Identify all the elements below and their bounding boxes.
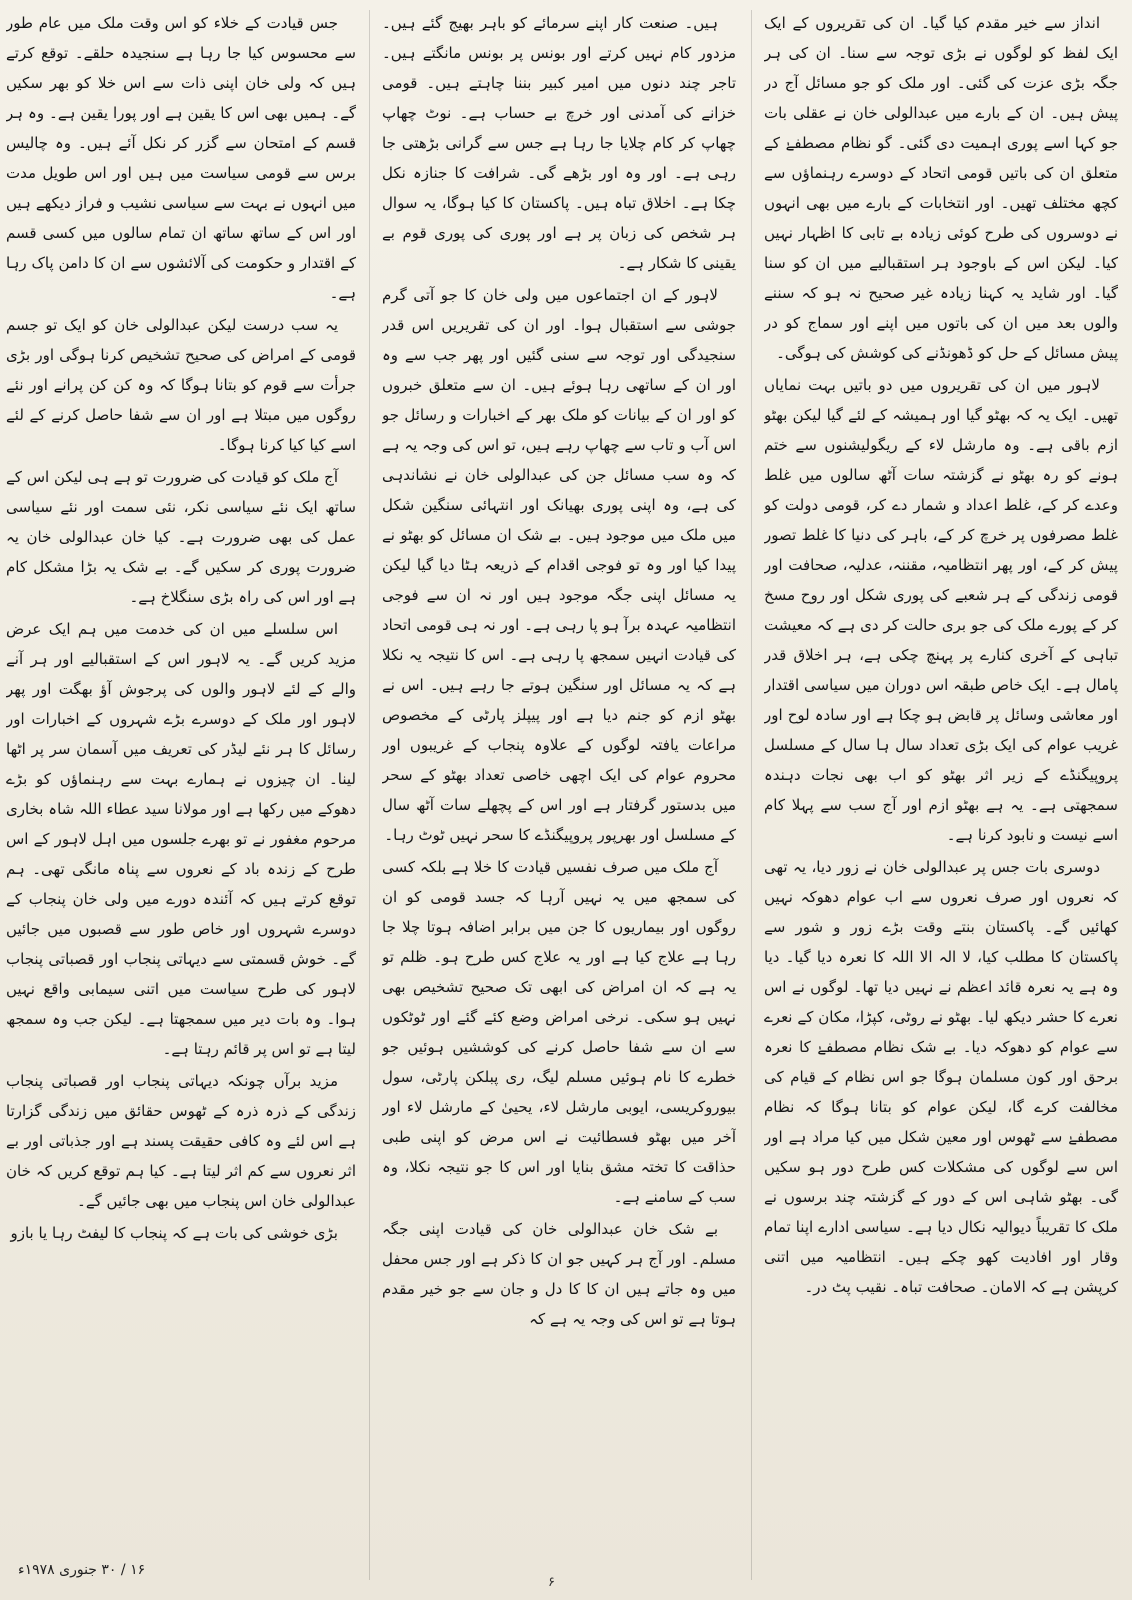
paragraph: لاہور میں ان کی تقریروں میں دو باتیں بہت نمایاں تھیں۔ ایک یہ کہ بھٹو گیا اور ہمیشہ کے لئے گیا لیکن بھٹو ازم باقی ہے۔ وہ مارشل لاء کے ریگولیشنوں سے ختم ہونے کو رہ بھٹو نے گزشتہ سات آٹھ سالوں میں غلط وعدے کر کے، غلط اعداد و شمار دے کر، قومی دولت کو غلط مصرفوں پر خرچ کر کے، باہر کی دنیا کا غلط تصور پیش کر کے، اور پھر انتظامیہ، مقننہ، عدلیہ، صحافت اور قومی زندگی کے ہر شعبے کی پوری شکل اور روح مسخ کر کے پورے ملک کی جو بری حالت کر دی ہے کہ معیشت تباہی کے آخری کنارے پر پہنچ چکی ہے، ہر اخلاق قدر پامال ہے۔ ایک خاص طبقہ اس دوران میں سیاسی اقتدار اور معاشی وسائل پر قابض ہو چکا ہے اور سادہ لوح اور غریب عوام کی ایک بڑی تعداد سال ہا سال کے مسلسل پروپیگنڈے کے زیر اثر بھٹو کو اب بھی نجات دہندہ سمجھتی ہے۔ یہ ہے بھٹو ازم اور آج سب سے پہلا کام اسے نیست و نابود کرنا ہے۔ (764, 376, 1118, 844)
column-divider (751, 10, 752, 1580)
paragraph: دوسری بات جس پر عبدالولی خان نے زور دیا، یہ تھی کہ نعروں اور صرف نعروں سے اب عوام دھوکہ نہیں کھائیں گے۔ پاکستان بنتے وقت بڑے زور و شور سے پاکستان کا مطلب کیا، لا الہ الا اللہ کا نعرہ دیا گیا۔ دیا وہ ہے یہ نعرہ قائد اعظم نے نہیں دیا تھا۔ لوگوں نے اس نعرے کا حشر دیکھ لیا۔ بھٹو نے روٹی، کپڑا، مکان کے نعرے سے عوام کو دھوکہ دیا۔ بے شک نظام مصطفےٰ کا نعرہ برحق اور کون مسلمان ہوگا جو اس نظام کے قیام کی مخالفت کرے گا، لیکن عوام کو بتانا ہوگا کہ نظام مصطفےٰ سے ٹھوس اور معین شکل میں کیا مراد ہے اور اس سے لوگوں کی مشکلات کس طرح دور ہو سکیں گی۔ بھٹو شاہی اس کے دور کے گزشتہ چند برسوں نے ملک کا تقریباً دیوالیہ نکال دیا ہے۔ سیاسی ادارے اپنا تمام وقار اور افادیت کھو چکے ہیں۔ انتظامیہ میں اتنی کرپشن ہے کہ الامان۔ صحافت تباہ۔ نقیب پٹ در۔ (764, 858, 1118, 1296)
paragraph: آج ملک کو قیادت کی ضرورت تو ہے ہی لیکن اس کے ساتھ ایک نئے سیاسی نکر، نئی سمت اور نئے سیاسی عمل کی بھی ضرورت ہے۔ کیا خان عبدالولی خان یہ ضرورت پوری کر سکیں گے۔ بے شک یہ بڑا مشکل کام ہے اور اس کی راہ بڑی سنگلاخ ہے۔ (6, 468, 356, 606)
column-divider (369, 10, 370, 1580)
page-number: ۶ (548, 1575, 555, 1590)
paragraph: آج ملک میں صرف نفسیں قیادت کا خلا ہے بلکہ کسی کی سمجھ میں یہ نہیں آرہا کہ جسد قومی کو ان روگوں اور بیماریوں کا جن میں برابر اضافہ ہوتا چلا جا رہا ہے علاج کیا ہے اور یہ علاج کس طرح ہو۔ ظلم تو یہ ہے کہ ان امراض کی ابھی تک صحیح تشخیص بھی نہیں ہو سکی۔ نرخی امراض وضع کئے گئے اور ٹوٹکوں سے ان سے شفا حاصل کرنے کی کوششیں ہوئیں جو خطرے کا نام ہوئیں مسلم لیگ، ری پبلکن پارٹی، سول بیوروکریسی، ایوبی مارشل لاء، یحییٰ کے مارشل لاء اور آخر میں بھٹو فسطائیت نے اس مرض کو اپنی طبی حذاقت کا تختہ مشق بنایا اور اس کا جو نتیجہ نکلا، وہ سب کے سامنے ہے۔ (382, 858, 736, 1206)
paragraph: بے شک خان عبدالولی خان کی قیادت اپنی جگہ مسلم۔ اور آج ہر کہیں جو ان کا ذکر ہے اور جس محفل میں وہ جاتے ہیں ان کا کا دل و جان سے جو خیر مقدم ہوتا ہے تو اس کی وجہ یہ ہے کہ (382, 1220, 736, 1328)
paragraph: جس قیادت کے خلاء کو اس وقت ملک میں عام طور سے محسوس کیا جا رہا ہے سنجیدہ حلقے۔ توقع کرتے ہیں کہ ولی خان اپنی ذات سے اس خلا کو بھر سکیں گے۔ ہمیں بھی اس کا یقین ہے اور پورا یقین ہے۔ وہ ہر قسم کے امتحان سے گزر کر نکل آئے ہیں۔ وہ چالیس برس سے قومی سیاست میں ہیں اور اس طویل مدت میں انہوں نے بہت سے سیاسی نشیب و فراز دیکھے ہیں اور اس کے ساتھ ساتھ ان تمام سالوں میں کسی قسم کے اقتدار و حکومت کی آلائشوں سے ان کا دامن پاک رہا ہے۔ (6, 14, 356, 302)
paragraph: اس سلسلے میں ان کی خدمت میں ہم ایک عرض مزید کریں گے۔ یہ لاہور اس کے استقبالیے اور ہر آنے والے کے لئے لاہور والوں کی پرجوش آؤ بھگت اور پھر لاہور اور ملک کے دوسرے بڑے شہروں کے اخبارات اور رسائل کا ہر نئے لیڈر کی تعریف میں آسمان سر پر اٹھا لینا۔ ان چیزوں نے ہمارے بہت سے رہنماؤں کو بڑے دھوکے میں رکھا ہے اور مولانا سید عطاء اللہ شاہ بخاری مرحوم مغفور نے تو بھرے جلسوں میں اہل لاہور کے اس طرح کے زندہ باد کے نعروں سے پناہ مانگی تھی۔ ہم توقع کرتے ہیں کہ آئندہ دورے میں ولی خان پنجاب کے دوسرے شہروں اور خاص طور سے قصبوں میں جائیں گے۔ خوش قسمتی سے دیہاتی پنجاب اور قصباتی پنجاب لاہور کی طرح سیاست میں اتنی سیمابی واقع نہیں ہوا۔ وہ بات دیر میں سمجھتا ہے۔ لیکن جب وہ سمجھ لیتا ہے تو اس پر قائم رہتا ہے۔ (6, 620, 356, 1058)
paragraph: انداز سے خیر مقدم کیا گیا۔ ان کی تقریروں کے ایک ایک لفظ کو لوگوں نے بڑی توجہ سے سنا۔ ان کی ہر جگہ بڑی عزت کی گئی۔ اور ملک کو جو مسائل آج در پیش ہیں۔ ان کے بارے میں عبدالولی خان نے عقلی بات جو کہا اسے پوری اہمیت دی گئی۔ گو نظام مصطفےٰ کے متعلق ان کی باتیں قومی اتحاد کے دوسرے رہنماؤں سے کچھ مختلف تھیں۔ اور انتخابات کے بارے میں بھی انہوں نے دوسروں کی طرح کوئی زیادہ بے تابی کا اظہار نہیں کیا۔ لیکن اس کے باوجود ہر استقبالیے میں ان کو سنا گیا۔ اور شاید یہ کہنا زیادہ غیر صحیح نہ ہو کہ سننے والوں بعد میں ان کی باتوں میں اپنے اور سماج کو در پیش مسائل کے حل کو ڈھونڈنے کی کوشش کی ہوگی۔ (764, 14, 1118, 362)
paragraph: ہیں۔ صنعت کار اپنے سرمائے کو باہر بھیج گئے ہیں۔ مزدور کام نہیں کرتے اور بونس پر بونس مانگتے ہیں۔ تاجر چند دنوں میں امیر کبیر بننا چاہتے ہیں۔ قومی خزانے کی آمدنی اور خرچ بے حساب ہے۔ نوٹ چھاپ چھاپ کر کام چلایا جا رہا ہے جس سے گرانی بڑھتی جا رہی ہے۔ اور وہ اور بڑھے گی۔ شرافت کا جنازہ نکل چکا ہے۔ اخلاق تباہ ہیں۔ پاکستان کا کیا ہوگا، یہ سوال ہر شخص کی زبان پر ہے اور پوری کی پوری قوم بے یقینی کا شکار ہے۔ (382, 14, 736, 272)
paragraph: بڑی خوشی کی بات ہے کہ پنجاب کا لیفٹ رہا یا بازو (10, 1224, 338, 1242)
column-left (6, 8, 356, 1588)
paragraph: مزید برآں چونکہ دیہاتی پنجاب اور قصباتی پنجاب زندگی کے ذرہ ذرہ کے ٹھوس حقائق میں زندگی گزارتا ہے اس لئے وہ کافی حقیقت پسند ہے اور جذباتی اور بے اثر نعروں سے کم اثر لیتا ہے۔ کیا ہم توقع کریں کہ خان عبدالولی خان اس پنجاب میں بھی جائیں گے۔ (6, 1072, 356, 1210)
column-right (764, 8, 1118, 1588)
paragraph: لاہور کے ان اجتماعوں میں ولی خان کا جو آتی گرم جوشی سے استقبال ہوا۔ اور ان کی تقریریں اس قدر سنجیدگی اور توجہ سے سنی گئیں اور پھر جب سے وہ اور ان کے ساتھی رہا ہوئے ہیں۔ ان سے متعلق خبروں کو اور ان کے بیانات کو ملک بھر کے اخبارات و رسائل جو اس آب و تاب سے چھاپ رہے ہیں، تو اس کی وجہ یہ ہے کہ وہ سب مسائل جن کی عبدالولی خان نے نشاندہی کی ہے، وہ اپنی پوری بھیانک اور انتہائی سنگین شکل میں ملک میں موجود ہیں۔ بے شک ان مسائل کو بھٹو نے پیدا کیا اور وہ تو فوجی اقدام کے ذریعہ ہٹا دیا گیا لیکن یہ مسائل اپنی جگہ موجود ہیں اور نہ ان سے فوجی انتظامیہ عہدہ برآ ہو پا رہی ہے۔ اور نہ ہی قومی اتحاد کی قیادت انہیں سمجھ پا رہی ہے۔ اس کا نتیجہ یہ نکلا ہے کہ یہ مسائل اور سنگین ہوتے جا رہے ہیں۔ اس نے بھٹو ازم کو جنم دیا ہے اور پیپلز پارٹی کے مخصوص مراعات یافتہ لوگوں کے علاوہ پنجاب کے غریبوں اور محروم عوام کی ایک اچھی خاصی تعداد بھٹو کے سحر میں بدستور گرفتار ہے اور اس کے پچھلے سات آٹھ سال کے مسلسل اور بھرپور پروپیگنڈے کا سحر نہیں ٹوٹ رہا۔ (382, 286, 736, 844)
issue-date: ۱۶ / ۳۰ جنوری ۱۹۷۸ء (18, 1562, 146, 1578)
paragraph: یہ سب درست لیکن عبدالولی خان کو ایک تو جسم قومی کے امراض کی صحیح تشخیص کرنا ہوگی اور بڑی جرأت سے قوم کو بتانا ہوگا کہ وہ کن کن پرانے اور نئے روگوں میں مبتلا ہے اور ان سے شفا حاصل کرنے کے لئے اسے کیا کیا کرنا ہوگا۔ (6, 316, 356, 454)
column-middle (382, 8, 736, 1588)
